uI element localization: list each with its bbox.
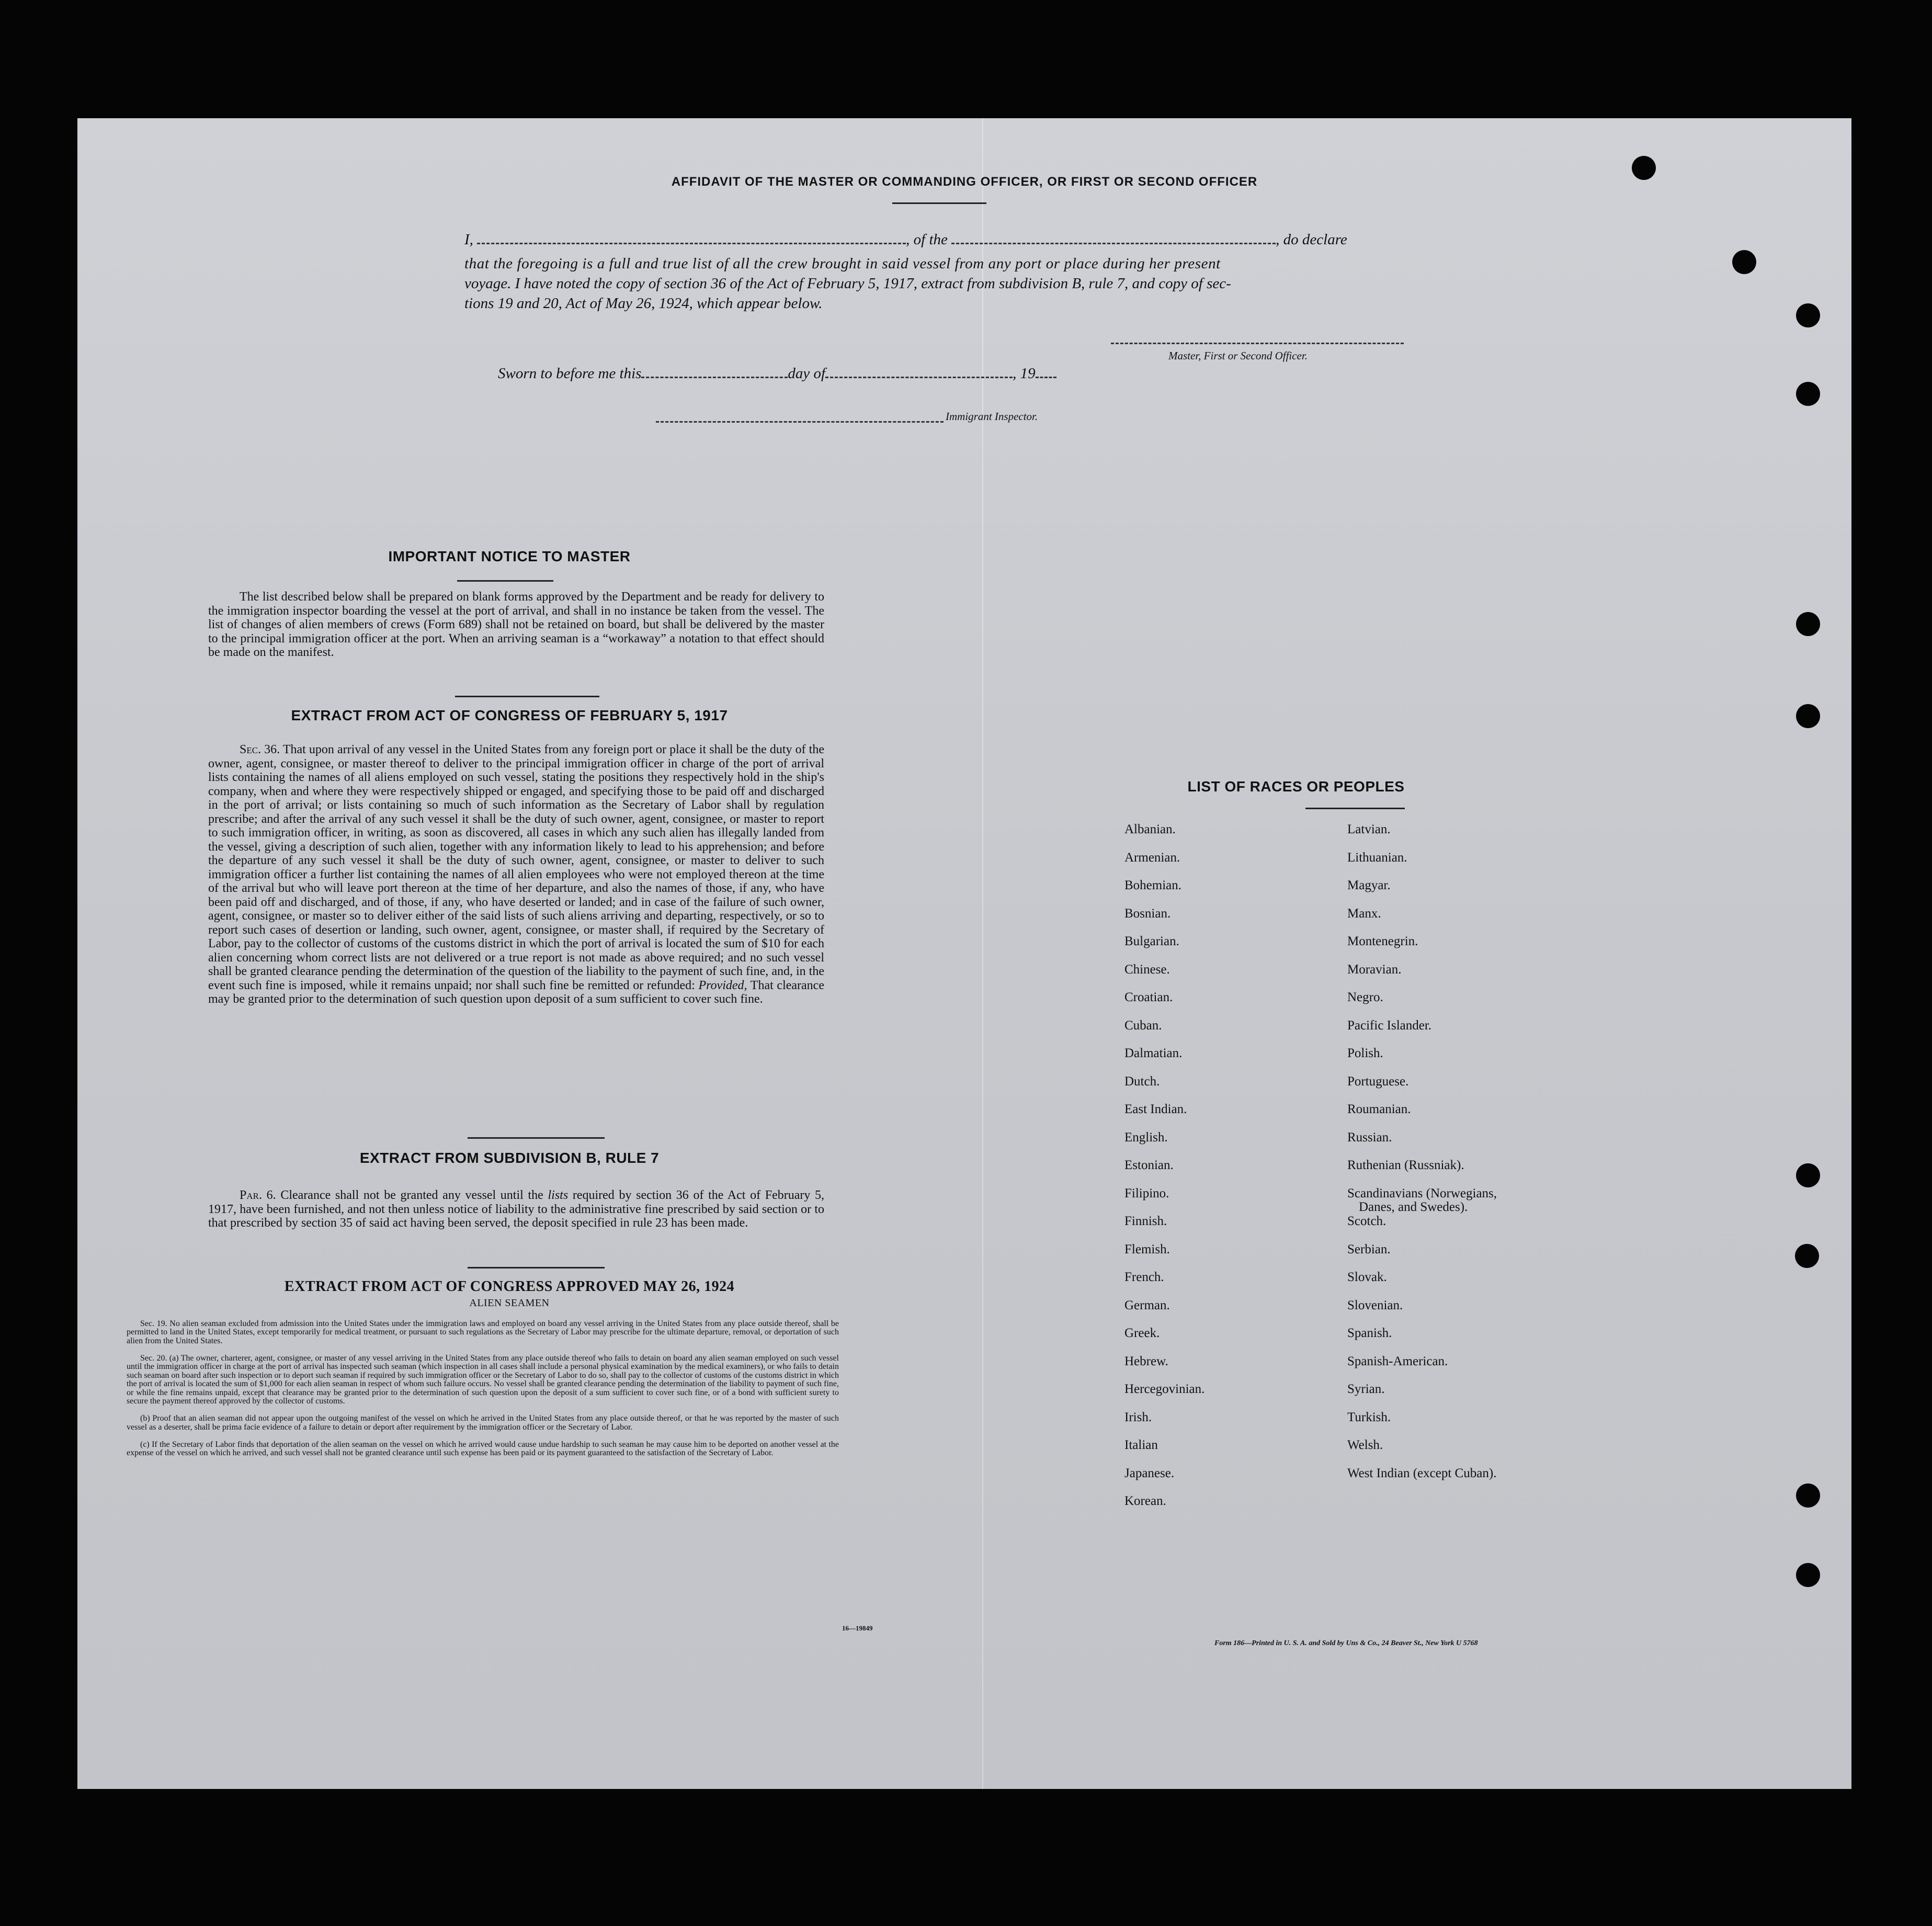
affidavit-i: I, [464, 231, 473, 248]
race-item: Manx. [1347, 906, 1381, 921]
sec-36-label: Sec. 36. [240, 743, 280, 756]
print-number: 16—19849 [842, 1624, 873, 1632]
sec-36-end-text: That clearance may be granted prior to the determination of such question upon deposit of a sum sufficient to cover such fine. [208, 978, 824, 1006]
race-item: Bulgarian. [1124, 934, 1179, 948]
punch-hole [1732, 250, 1756, 274]
sec-20a-text: Sec. 20. (a) The owner, charterer, agent, consignee, or master of any vessel arriving in the United States from any place outside thereof who fails to detain on board any alien seaman employed on such vessel until the immigration officer in charge at the port of arrival has inspected such seaman (which inspection in all cases shall include a personal physical examination by the medical examiners), or who fails to detain such seaman on board after such inspection or to deport such seaman if required by such immigration officer or the Secretary of Labor to do so, shall pay to the collector of customs of the customs district in which the port of arrival is located the sum of $1,000 for each alien seaman in respect of whom such failure occurs. No vessel shall be granted clearance pending the determination of the liability to payment of such fine, or while the fine remains unpaid, except that clearance may be granted prior to the determination of such question upon the deposit of a sum sufficient to cover such fine, or of a bond with sufficient surety to secure the payment thereof approved by the collector of customs. [127, 1353, 839, 1406]
master-signature-line[interactable] [1111, 343, 1404, 344]
race-item: Ruthenian (Russniak). [1347, 1158, 1464, 1172]
extract-1924-body [127, 1311, 839, 1466]
race-item: Flemish. [1124, 1242, 1170, 1256]
par-6-text-a: Clearance shall not be granted any vessel until the [280, 1188, 543, 1202]
par-6-text-b: required by section 36 of the Act of February 5, 1917, have been furnished, and not then unless notice of liability to the administrative fine prescribed by said section or to that prescribed by section 35 of said act having been served, the deposit specified in rule 23 has been made. [208, 1188, 825, 1230]
race-item: West Indian (except Cuban). [1347, 1466, 1497, 1480]
race-item: Portuguese. [1347, 1074, 1409, 1089]
races-right-column [1347, 822, 1567, 1494]
divider [468, 1267, 605, 1268]
race-item: Russian. [1347, 1130, 1392, 1145]
punch-hole [1796, 303, 1820, 327]
inspector-label: Immigrant Inspector. [946, 410, 1038, 423]
race-item: Italian [1124, 1438, 1158, 1452]
sworn-year: , 19 [1013, 365, 1036, 382]
race-item: Dutch. [1124, 1074, 1160, 1089]
races-title: LIST OF RACES OR PEOPLES [1187, 778, 1405, 795]
race-item: German. [1124, 1298, 1170, 1312]
sec-19-text: Sec. 19. No alien seaman excluded from admission into the United States under the immigration laws and employed on board any vessel arriving in the United States from any place outside thereof, shall be permitted to land in the United States, except temporarily for medical treatment, or pursuant to such regulations as the Secretary of Labor may prescribe for the ultimate departure, removal, or deportation of such alien from the United States. [127, 1319, 839, 1345]
race-item: English. [1124, 1130, 1168, 1145]
divider [468, 1137, 605, 1139]
name-blank[interactable] [477, 243, 906, 244]
race-item: French. [1124, 1270, 1164, 1284]
extract-1917-title: EXTRACT FROM ACT OF CONGRESS OF FEBRUARY 5, 1917 [291, 707, 728, 723]
race-item: Syrian. [1347, 1382, 1385, 1396]
divider [457, 580, 553, 582]
punch-hole [1796, 704, 1820, 728]
race-item: Scotch. [1347, 1214, 1387, 1228]
race-item: Magyar. [1347, 878, 1391, 892]
sec-36-text: That upon arrival of any vessel in the United States from any foreign port or place it shall be the duty of the owner, agent, consignee, or master thereof to deliver to the principal immigration officer in charge of the port of arrival lists containing the names of all aliens employed on such vessel, stating the positions they respectively hold in the ship's company, when and where they were respectively shipped or engaged, and specifying those to be paid off and discharged in the port of arrival; or lists containing so much of such information as the Secretary of Labor shall by regulation prescribe; and after the arrival of any such vessel it shall be the duty of such owner, agent, consignee, or master to report to such immigration officer, in writing, as soon as discovered, all cases in which any such alien has illegally landed from the vessel, giving a description of such alien, together with any information likely to lead to his apprehension; and before the departure of any such vessel it shall be the duty of such owner, agent, consignee, or master to deliver to such immigration officer a further list containing the names of all alien employees who were not employed thereon at the time of the arrival but who will leave port thereon at the time of her departure, and also the names of those, if any, who have been paid off and discharged, and of those, if any, who have deserted or landed; and in case of the failure of such owner, agent, consignee, or master so to deliver either of the said lists of such aliens arriving and departing, respectively, or so to report such cases of desertion or landing, such owner, agent, consignee, or master shall, if required by the Secretary of Labor, pay to the collector of customs of the customs district in which the port of arrival is located the sum of $10 for each alien concerning whom correct lists are not delivered or a true report is not made as above required; and no such vessel shall be granted clearance pending the determination of the question of the liability to the payment of such fine, and, in the event such fine is imposed, while it remains unpaid; nor shall such fine be remitted or refunded: [208, 743, 824, 992]
form-note: Form 186—Printed in U. S. A. and Sold by Uns & Co., 24 Beaver St., New York U 5768 [1214, 1639, 1478, 1647]
race-item: Filipino. [1124, 1186, 1169, 1200]
master-label: Master, First or Second Officer. [1168, 349, 1308, 362]
affidavit-of-the: , of the [906, 231, 948, 248]
race-item: Armenian. [1124, 850, 1180, 865]
extract-1924-subtitle: ALIEN SEAMEN [469, 1297, 550, 1309]
race-item: Bosnian. [1124, 906, 1171, 921]
race-item: Korean. [1124, 1494, 1166, 1508]
punch-hole [1796, 1483, 1820, 1508]
race-item: Chinese. [1124, 962, 1170, 977]
race-item: Roumanian. [1347, 1102, 1411, 1116]
extract-1924-title: EXTRACT FROM ACT OF CONGRESS APPROVED MAY 26, 1924 [284, 1278, 735, 1295]
sworn-line [498, 365, 1056, 382]
race-item: Croatian. [1124, 990, 1173, 1004]
affidavit-line-2: that the foregoing is a full and true list of all the crew brought in said vessel from any port or place during her present [464, 255, 1221, 272]
race-item: Estonian. [1124, 1158, 1174, 1172]
race-item: Scandinavians (Norwegians, [1347, 1186, 1497, 1200]
punch-hole [1796, 612, 1820, 636]
race-item: Lithuanian. [1347, 850, 1407, 865]
race-item: Irish. [1124, 1410, 1152, 1424]
race-item: Turkish. [1347, 1410, 1391, 1424]
race-item: Slovak. [1347, 1270, 1387, 1284]
punch-hole [1795, 1244, 1819, 1268]
race-item: Dalmatian. [1124, 1046, 1183, 1060]
document-sheet [77, 118, 1851, 1789]
lists-text: lists [548, 1188, 569, 1202]
sec-20b-text: (b) Proof that an alien seaman did not appear upon the outgoing manifest of the vessel on which he arrived in the United States from any place outside thereof, or that he was reported by the master of such vessel as a deserter, shall be prima facie evidence of a failure to detain or deport after requirement by the immigration officer or the Secretary of Labor. [127, 1414, 839, 1432]
race-item: Bohemian. [1124, 878, 1182, 892]
notice-body [208, 590, 824, 660]
affidavit-line-4: tions 19 and 20, Act of May 26, 1924, which appear below. [464, 295, 823, 312]
sworn-month-blank[interactable] [825, 377, 1013, 378]
race-item: Hercegovinian. [1124, 1382, 1205, 1396]
race-item: Moravian. [1347, 962, 1402, 977]
race-item: Spanish-American. [1347, 1354, 1448, 1368]
race-item: Cuban. [1124, 1018, 1162, 1033]
race-item: Finnish. [1124, 1214, 1167, 1228]
race-item: East Indian. [1124, 1102, 1187, 1116]
race-item: Pacific Islander. [1347, 1018, 1432, 1033]
sworn-year-blank[interactable] [1036, 377, 1056, 378]
notice-title: IMPORTANT NOTICE TO MASTER [388, 548, 631, 564]
race-item: Albanian. [1124, 822, 1176, 836]
race-item: Welsh. [1347, 1438, 1383, 1452]
race-item: Slovenian. [1347, 1298, 1403, 1312]
sec-20c-text: (c) If the Secretary of Labor finds that deportation of the alien seaman on the vessel on which he arrived would cause undue hardship to such seaman he may cause him to be deported on another vessel at the expense of the vessel on which he arrived, and such vessel shall not be granted clearance until such expense has been paid or its payment guaranteed to the satisfaction of the Secretary of Labor. [127, 1440, 839, 1457]
race-item: Polish. [1347, 1046, 1383, 1060]
race-item: Serbian. [1347, 1242, 1391, 1256]
sworn-text: Sworn to before me this [498, 365, 642, 382]
affidavit-declare: , do declare [1276, 231, 1347, 248]
affidavit-title: AFFIDAVIT OF THE MASTER OR COMMANDING OFFICER, OR FIRST OR SECOND OFFICER [671, 175, 1258, 189]
divider [892, 202, 986, 204]
affidavit-line-1 [464, 231, 1514, 248]
race-item: Montenegrin. [1347, 934, 1418, 948]
sworn-day-of: day of [788, 365, 826, 382]
sworn-day-blank[interactable] [641, 377, 788, 378]
race-item: Japanese. [1124, 1466, 1175, 1480]
punch-hole [1796, 1163, 1820, 1187]
rule-7-body [208, 1188, 824, 1230]
race-item: Danes, and Swedes). [1359, 1200, 1468, 1215]
race-item: Negro. [1347, 990, 1383, 1004]
rule-7-title: EXTRACT FROM SUBDIVISION B, RULE 7 [359, 1150, 660, 1166]
inspector-signature-line[interactable] [656, 421, 944, 423]
race-item: Greek. [1124, 1326, 1160, 1340]
races-left-column [1124, 822, 1313, 1522]
affidavit-line-3: voyage. I have noted the copy of section 36 of the Act of February 5, 1917, extract from subdivision B, rule 7, and copy of sec- [464, 275, 1231, 292]
race-item: Latvian. [1347, 822, 1391, 836]
extract-1917-body [208, 743, 824, 1006]
par-6-label: Par. 6. [240, 1188, 276, 1202]
vessel-blank[interactable] [951, 243, 1276, 244]
provided-text: Provided, [698, 978, 747, 992]
punch-hole [1796, 1563, 1820, 1587]
divider [455, 696, 599, 697]
notice-text: The list described below shall be prepared on blank forms approved by the Department and be ready for delivery to the immigration inspector boarding the vessel at the port of arrival, and shall in no instance be taken from the vessel. The list of changes of alien members of crews (Form 689) shall not be retained on board, but shall be delivered by the master to the principal immigration officer at the port. When an arriving seaman is a “workaway” a notation to that effect should be made on the manifest. [208, 590, 824, 659]
punch-hole [1796, 382, 1820, 406]
race-item: Spanish. [1347, 1326, 1392, 1340]
divider [1305, 808, 1405, 809]
race-item: Hebrew. [1124, 1354, 1168, 1368]
